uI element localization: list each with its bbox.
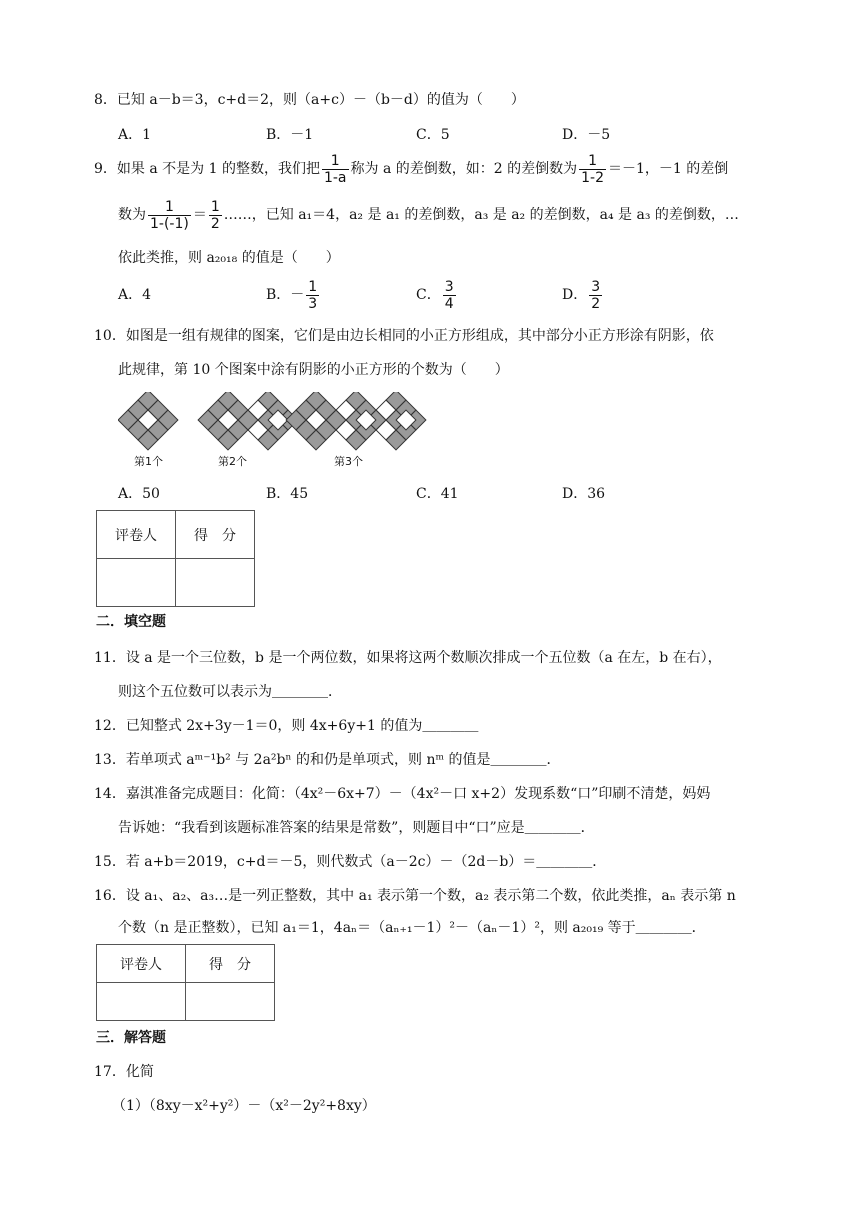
score-cell[interactable] bbox=[176, 559, 255, 607]
question-9-option-b: B．－ $\frac{1}{3}$ bbox=[266, 278, 318, 312]
pattern-3 bbox=[286, 392, 426, 450]
question-15: 15．若 a+b＝2019，c+d＝－5，则代数式（a－2c）－（2d－b）＝＿＿＿＿． bbox=[94, 854, 607, 870]
score-header: 得 分 bbox=[186, 945, 275, 983]
question-8-option-d: D．－5 bbox=[562, 127, 611, 143]
question-8-option-b: B．－1 bbox=[266, 127, 314, 143]
question-9-line-3: 依此类推，则 a₂₀₁₈ 的值是（ ） bbox=[118, 250, 340, 266]
question-14-line-2: 告诉她：“我看到该题标准答案的结果是常数”，则题目中“口”应是＿＿＿＿． bbox=[118, 820, 595, 836]
question-9-text-d: 数为 bbox=[118, 207, 146, 223]
question-8-option-c: C．5 bbox=[416, 127, 450, 143]
pattern-2-label: 第2个 bbox=[218, 455, 247, 468]
pattern-3-label: 第3个 bbox=[334, 455, 363, 468]
score-table-2 bbox=[96, 944, 275, 1021]
question-10-line-2: 此规律，第 10 个图案中涂有阴影的小正方形的个数为（ ） bbox=[118, 362, 509, 378]
fraction-1-over-1-minus-a: $\frac{1}{1-a}$ bbox=[323, 152, 347, 186]
question-9-text-a: 9．如果 a 不是为 1 的整数，我们把 bbox=[94, 161, 320, 177]
question-14-line-1: 14．嘉淇准备完成题目：化简：（4x²－6x+7）－（4x²－口 x+2）发现系数“口”印刷不清楚，妈妈 bbox=[94, 786, 711, 802]
question-11-line-1: 11．设 a 是一个三位数，b 是一个两位数，如果将这两个数顺次排成一个五位数（a 在左，b 在右）， bbox=[94, 650, 722, 666]
score-header: 得 分 bbox=[176, 511, 255, 559]
grader-cell[interactable] bbox=[97, 559, 176, 607]
question-8-stem bbox=[94, 90, 525, 110]
question-10-option-c: C．41 bbox=[416, 486, 459, 502]
score-cell[interactable] bbox=[186, 983, 275, 1021]
section-3-title: 三．解答题 bbox=[96, 1030, 166, 1046]
question-9-text-e: ……，已知 a₁＝4，a₂ 是 a₁ 的差倒数，a₃ 是 a₂ 的差倒数，a₄ 是 a₃ 的差倒数，… bbox=[223, 207, 739, 223]
grader-header: 评卷人 bbox=[97, 511, 176, 559]
question-17-title: 17．化简 bbox=[94, 1064, 154, 1080]
question-10-option-b: B．45 bbox=[266, 486, 309, 502]
pattern-1 bbox=[118, 392, 178, 450]
fraction-1-over-2: $\frac{1}{2}$ bbox=[210, 198, 220, 232]
section-2-title: 二．填空题 bbox=[96, 614, 166, 630]
question-10-line-1: 10．如图是一组有规律的图案，它们是由边长相同的小正方形组成，其中部分小正方形涂有阴影，依 bbox=[94, 328, 714, 344]
question-17-part-1: （1）（8xy－x²+y²）－（x²－2y²+8xy） bbox=[112, 1098, 376, 1114]
question-9-option-a: A．4 bbox=[118, 287, 152, 303]
pattern-figure bbox=[118, 392, 448, 474]
question-9-option-d: D． $\frac{3}{2}$ bbox=[562, 278, 601, 312]
question-8-text: a－b＝3，c+d＝2，则（a+c）－（b－d）的值为（ ） bbox=[149, 92, 525, 108]
question-16-line-1: 16．设 a₁、a₂、a₃…是一列正整数，其中 a₁ 表示第一个数，a₂ 表示第二个数，依此类推，aₙ 表示第 n bbox=[94, 888, 736, 904]
question-9-text-c: ＝－1，－1 的差倒 bbox=[608, 161, 729, 177]
fraction-1-over-1-minus-neg1: $\frac{1}{1-(-1)}$ bbox=[150, 198, 189, 232]
question-9-line-2 bbox=[118, 196, 739, 234]
fraction-1-over-1-minus-2: $\frac{1}{1-2}$ bbox=[581, 152, 604, 186]
question-9-text-b: 称为 a 的差倒数，如：2 的差倒数为 bbox=[350, 161, 578, 177]
question-9-option-c: C． $\frac{3}{4}$ bbox=[416, 278, 454, 312]
question-12: 12．已知整式 2x+3y－1＝0，则 4x+6y+1 的值为＿＿＿＿ bbox=[94, 718, 479, 734]
question-8-option-a: A．1 bbox=[118, 127, 152, 143]
question-8-number: 8．已知 bbox=[94, 92, 145, 108]
question-10-option-a: A．50 bbox=[118, 486, 160, 502]
question-13: 13．若单项式 aᵐ⁻¹b² 与 2a²bⁿ 的和仍是单项式，则 nᵐ 的值是＿＿＿＿． bbox=[94, 752, 561, 768]
grader-cell[interactable] bbox=[97, 983, 186, 1021]
grader-header: 评卷人 bbox=[97, 945, 186, 983]
pattern-1-label: 第1个 bbox=[134, 455, 163, 468]
question-10-option-d: D．36 bbox=[562, 486, 606, 502]
question-9-line-1 bbox=[94, 150, 728, 188]
pattern-2 bbox=[198, 392, 298, 450]
score-table-1 bbox=[96, 510, 255, 607]
equals-sign: ＝ bbox=[192, 207, 207, 223]
question-11-line-2: 则这个五位数可以表示为＿＿＿＿． bbox=[118, 684, 342, 700]
question-16-line-2: 个数（n 是正整数），已知 a₁＝1，4aₙ＝（aₙ₊₁－1）²－（aₙ－1）²，则 a₂₀₁₉ 等于＿＿＿＿． bbox=[118, 920, 706, 936]
